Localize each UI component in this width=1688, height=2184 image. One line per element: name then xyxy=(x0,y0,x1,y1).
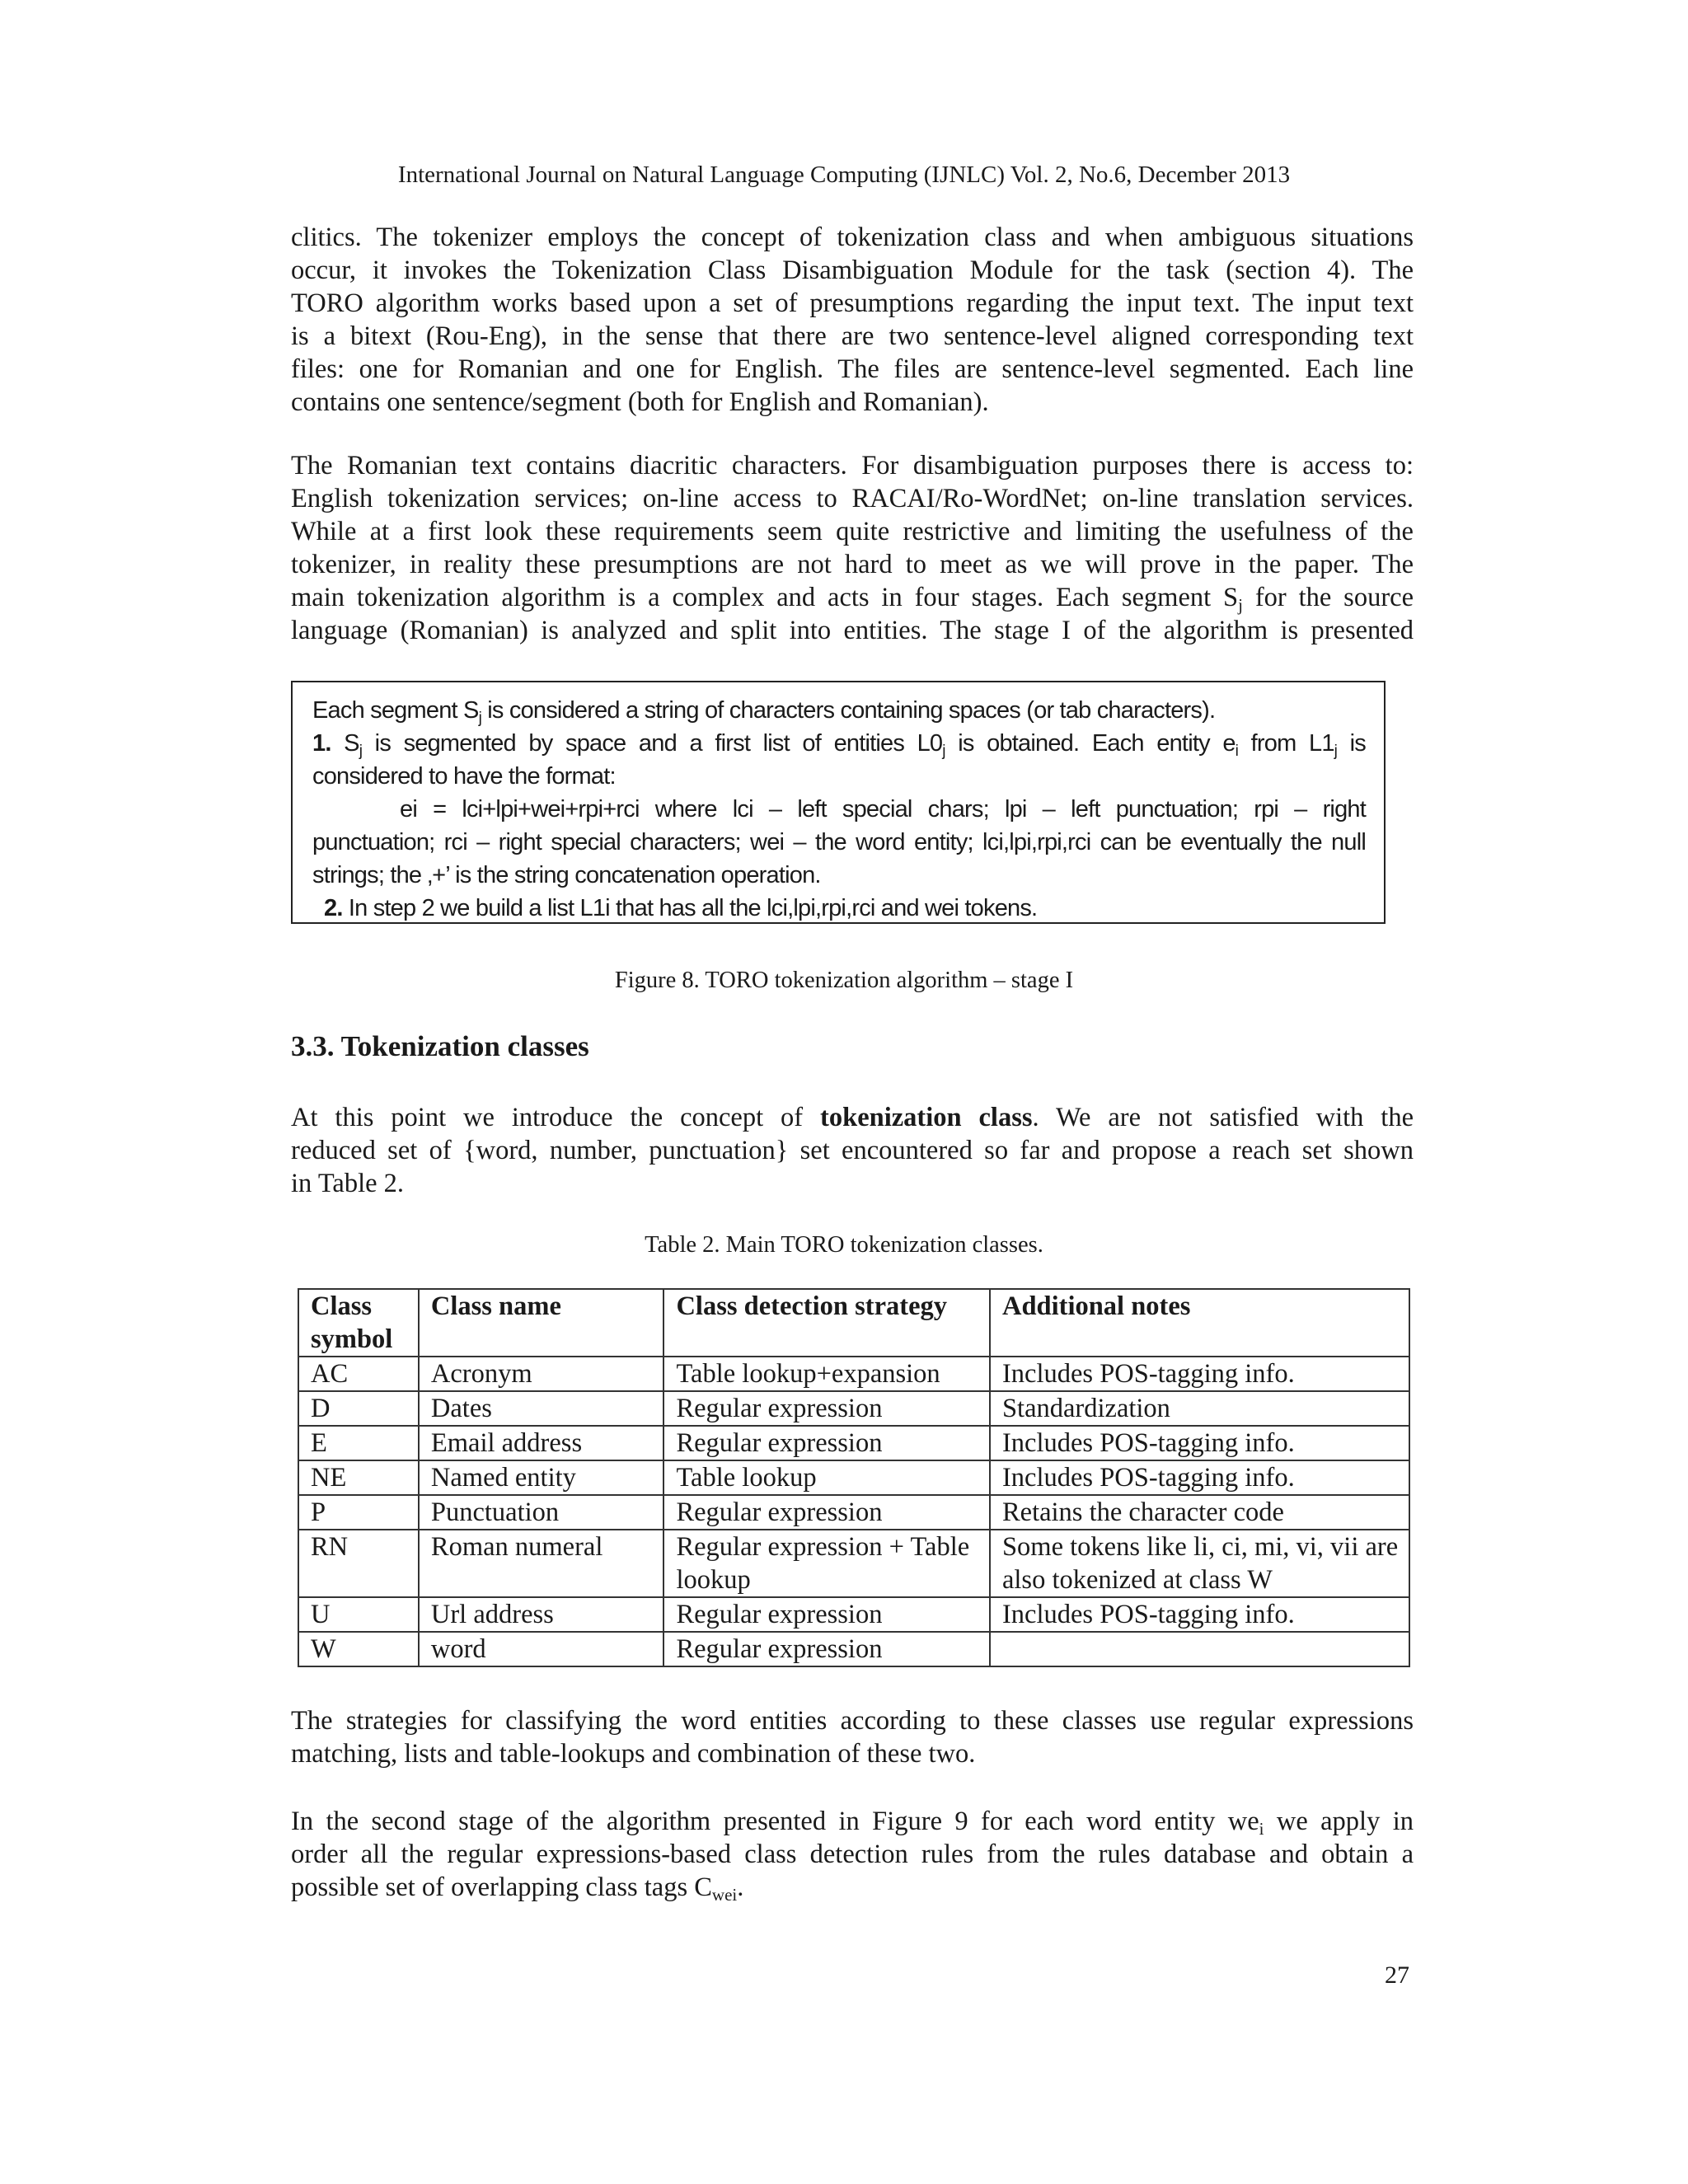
running-header: International Journal on Natural Language Computing (IJNLC) Vol. 2, No.6, December 2013 xyxy=(397,162,1291,188)
paragraph-presumptions xyxy=(291,449,1414,647)
text-line: tokenizer, in reality these presumptions are not hard to meet as we will prove in the paper. The xyxy=(291,550,1414,579)
table-row xyxy=(298,1391,1409,1426)
paragraph-strategies xyxy=(291,1704,1414,1770)
table-cell: Url address xyxy=(419,1597,664,1632)
paragraph-second-stage xyxy=(291,1805,1414,1904)
text-line: English tokenization services; on-line access to RACAI/Ro-WordNet; on-line translation services. xyxy=(291,484,1414,513)
text-line: in Table 2. xyxy=(291,1169,405,1198)
header-cell: Class name xyxy=(419,1289,664,1357)
table-header-row xyxy=(298,1289,1409,1357)
text-line: contains one sentence/segment (both for English and Romanian). xyxy=(291,387,989,417)
table-cell: Acronym xyxy=(419,1357,664,1391)
text-line: The Romanian text contains diacritic characters. For disambiguation purposes there is access to: xyxy=(291,451,1414,480)
algorithm-figure-box xyxy=(291,681,1386,924)
header-cell: Class symbol xyxy=(298,1289,419,1357)
text-line: reduced set of {word, number, punctuation} set encountered so far and propose a reach set shown xyxy=(291,1136,1414,1165)
table-cell: Named entity xyxy=(419,1460,664,1495)
table-row xyxy=(298,1530,1409,1597)
text-line: At this point we introduce the concept of tokenization class. We are not satisfied with the xyxy=(291,1103,1414,1132)
text-line: language (Romanian) is analyzed and split into entities. The stage I of the algorithm is presented xyxy=(291,616,1414,645)
header-cell: Class detection strategy xyxy=(663,1289,990,1357)
table-cell: E xyxy=(298,1426,419,1460)
table-cell: Table lookup+expansion xyxy=(663,1357,990,1391)
table-cell: D xyxy=(298,1391,419,1426)
table-cell: Includes POS-tagging info. xyxy=(990,1460,1409,1495)
page-number: 27 xyxy=(1385,1961,1409,1989)
table-row xyxy=(298,1460,1409,1495)
text-line: In the second stage of the algorithm presented in Figure 9 for each word entity $we_i$ we apply in xyxy=(291,1807,1414,1839)
figure-caption: Figure 8. TORO tokenization algorithm – stage I xyxy=(614,968,1074,993)
header-cell: Additional notes xyxy=(990,1289,1409,1357)
table-cell: Roman numeral xyxy=(419,1530,664,1597)
section-heading: 3.3. Tokenization classes xyxy=(291,1030,589,1062)
text-line: possible set of overlapping class tags $C_{wei}$. xyxy=(291,1872,744,1905)
table-row xyxy=(298,1632,1409,1666)
text-line: is a bitext (Rou-Eng), in the sense that there are two sentence-level aligned corresponding text xyxy=(291,321,1414,351)
table-cell: Regular expression xyxy=(663,1495,990,1530)
text-line: files: one for Romanian and one for English. The files are sentence-level segmented. Each line xyxy=(291,354,1414,384)
text-line: clitics. The tokenizer employs the concept of tokenization class and when ambiguous situations xyxy=(291,223,1414,252)
table-cell: Regular expression xyxy=(663,1426,990,1460)
table-row xyxy=(298,1426,1409,1460)
table-cell: Regular expression xyxy=(663,1632,990,1666)
box-line: 1. $S_j$ is segmented by space and a first list of entities $L0_j$ is obtained. Each entity $e_i$ from $L1_j$ is xyxy=(312,730,1366,760)
paragraph-tokenization-class xyxy=(291,1101,1414,1200)
table-cell: Regular expression xyxy=(663,1597,990,1632)
table-row xyxy=(298,1495,1409,1530)
table-cell: word xyxy=(419,1632,664,1666)
table-cell: Some tokens like li, ci, mi, vi, vii are also tokenized at class W xyxy=(990,1530,1409,1597)
classes-table xyxy=(298,1288,1410,1667)
box-line: Each segment $S_j$ is considered a string of characters containing spaces (or tab characters). xyxy=(312,697,1216,727)
table-cell: Includes POS-tagging info. xyxy=(990,1357,1409,1391)
table-cell: Standardization xyxy=(990,1391,1409,1426)
text-line: While at a first look these requirements seem quite restrictive and limiting the usefulness of the xyxy=(291,517,1414,546)
table-cell: Includes POS-tagging info. xyxy=(990,1597,1409,1632)
table-cell: Retains the character code xyxy=(990,1495,1409,1530)
text-line: matching, lists and table-lookups and combination of these two. xyxy=(291,1739,976,1769)
table-cell: RN xyxy=(298,1530,419,1597)
table-cell: Includes POS-tagging info. xyxy=(990,1426,1409,1460)
text-line: The strategies for classifying the word entities according to these classes use regular expressions xyxy=(291,1706,1414,1736)
table-cell: Regular expression + Table lookup xyxy=(663,1530,990,1597)
table-cell: Dates xyxy=(419,1391,664,1426)
table-row xyxy=(298,1357,1409,1391)
table-cell: P xyxy=(298,1495,419,1530)
box-line: ei = lci+lpi+wei+rpi+rci where lci – left special chars; lpi – left punctuation; rpi – right xyxy=(400,796,1366,823)
text-line: TORO algorithm works based upon a set of presumptions regarding the input text. The input text xyxy=(291,288,1414,318)
table-caption: Table 2. Main TORO tokenization classes. xyxy=(645,1232,1043,1258)
box-line: considered to have the format: xyxy=(312,763,616,790)
box-line: 2. In step 2 we build a list L1i that has all the lci,lpi,rpi,rci and wei tokens. xyxy=(324,895,1038,921)
table-cell: U xyxy=(298,1597,419,1632)
table-cell: NE xyxy=(298,1460,419,1495)
box-line: punctuation; rci – right special characters; wei – the word entity; lci,lpi,rpi,rci can be eventually the null xyxy=(312,829,1366,855)
paragraph-intro xyxy=(291,221,1414,419)
table-row xyxy=(298,1597,1409,1632)
table-cell: Table lookup xyxy=(663,1460,990,1495)
table-cell: Punctuation xyxy=(419,1495,664,1530)
text-line: order all the regular expressions-based class detection rules from the rules database and obtain a xyxy=(291,1840,1414,1869)
text-line: occur, it invokes the Tokenization Class Disambiguation Module for the task (section 4). The xyxy=(291,255,1414,285)
table-cell: Regular expression xyxy=(663,1391,990,1426)
table-cell: W xyxy=(298,1632,419,1666)
box-line: strings; the ‚+’ is the string concatenation operation. xyxy=(312,862,821,888)
text-line: main tokenization algorithm is a complex and acts in four stages. Each segment $S_j$ for the source xyxy=(291,583,1414,615)
table-cell: AC xyxy=(298,1357,419,1391)
table-cell xyxy=(990,1632,1409,1666)
table-cell: Email address xyxy=(419,1426,664,1460)
